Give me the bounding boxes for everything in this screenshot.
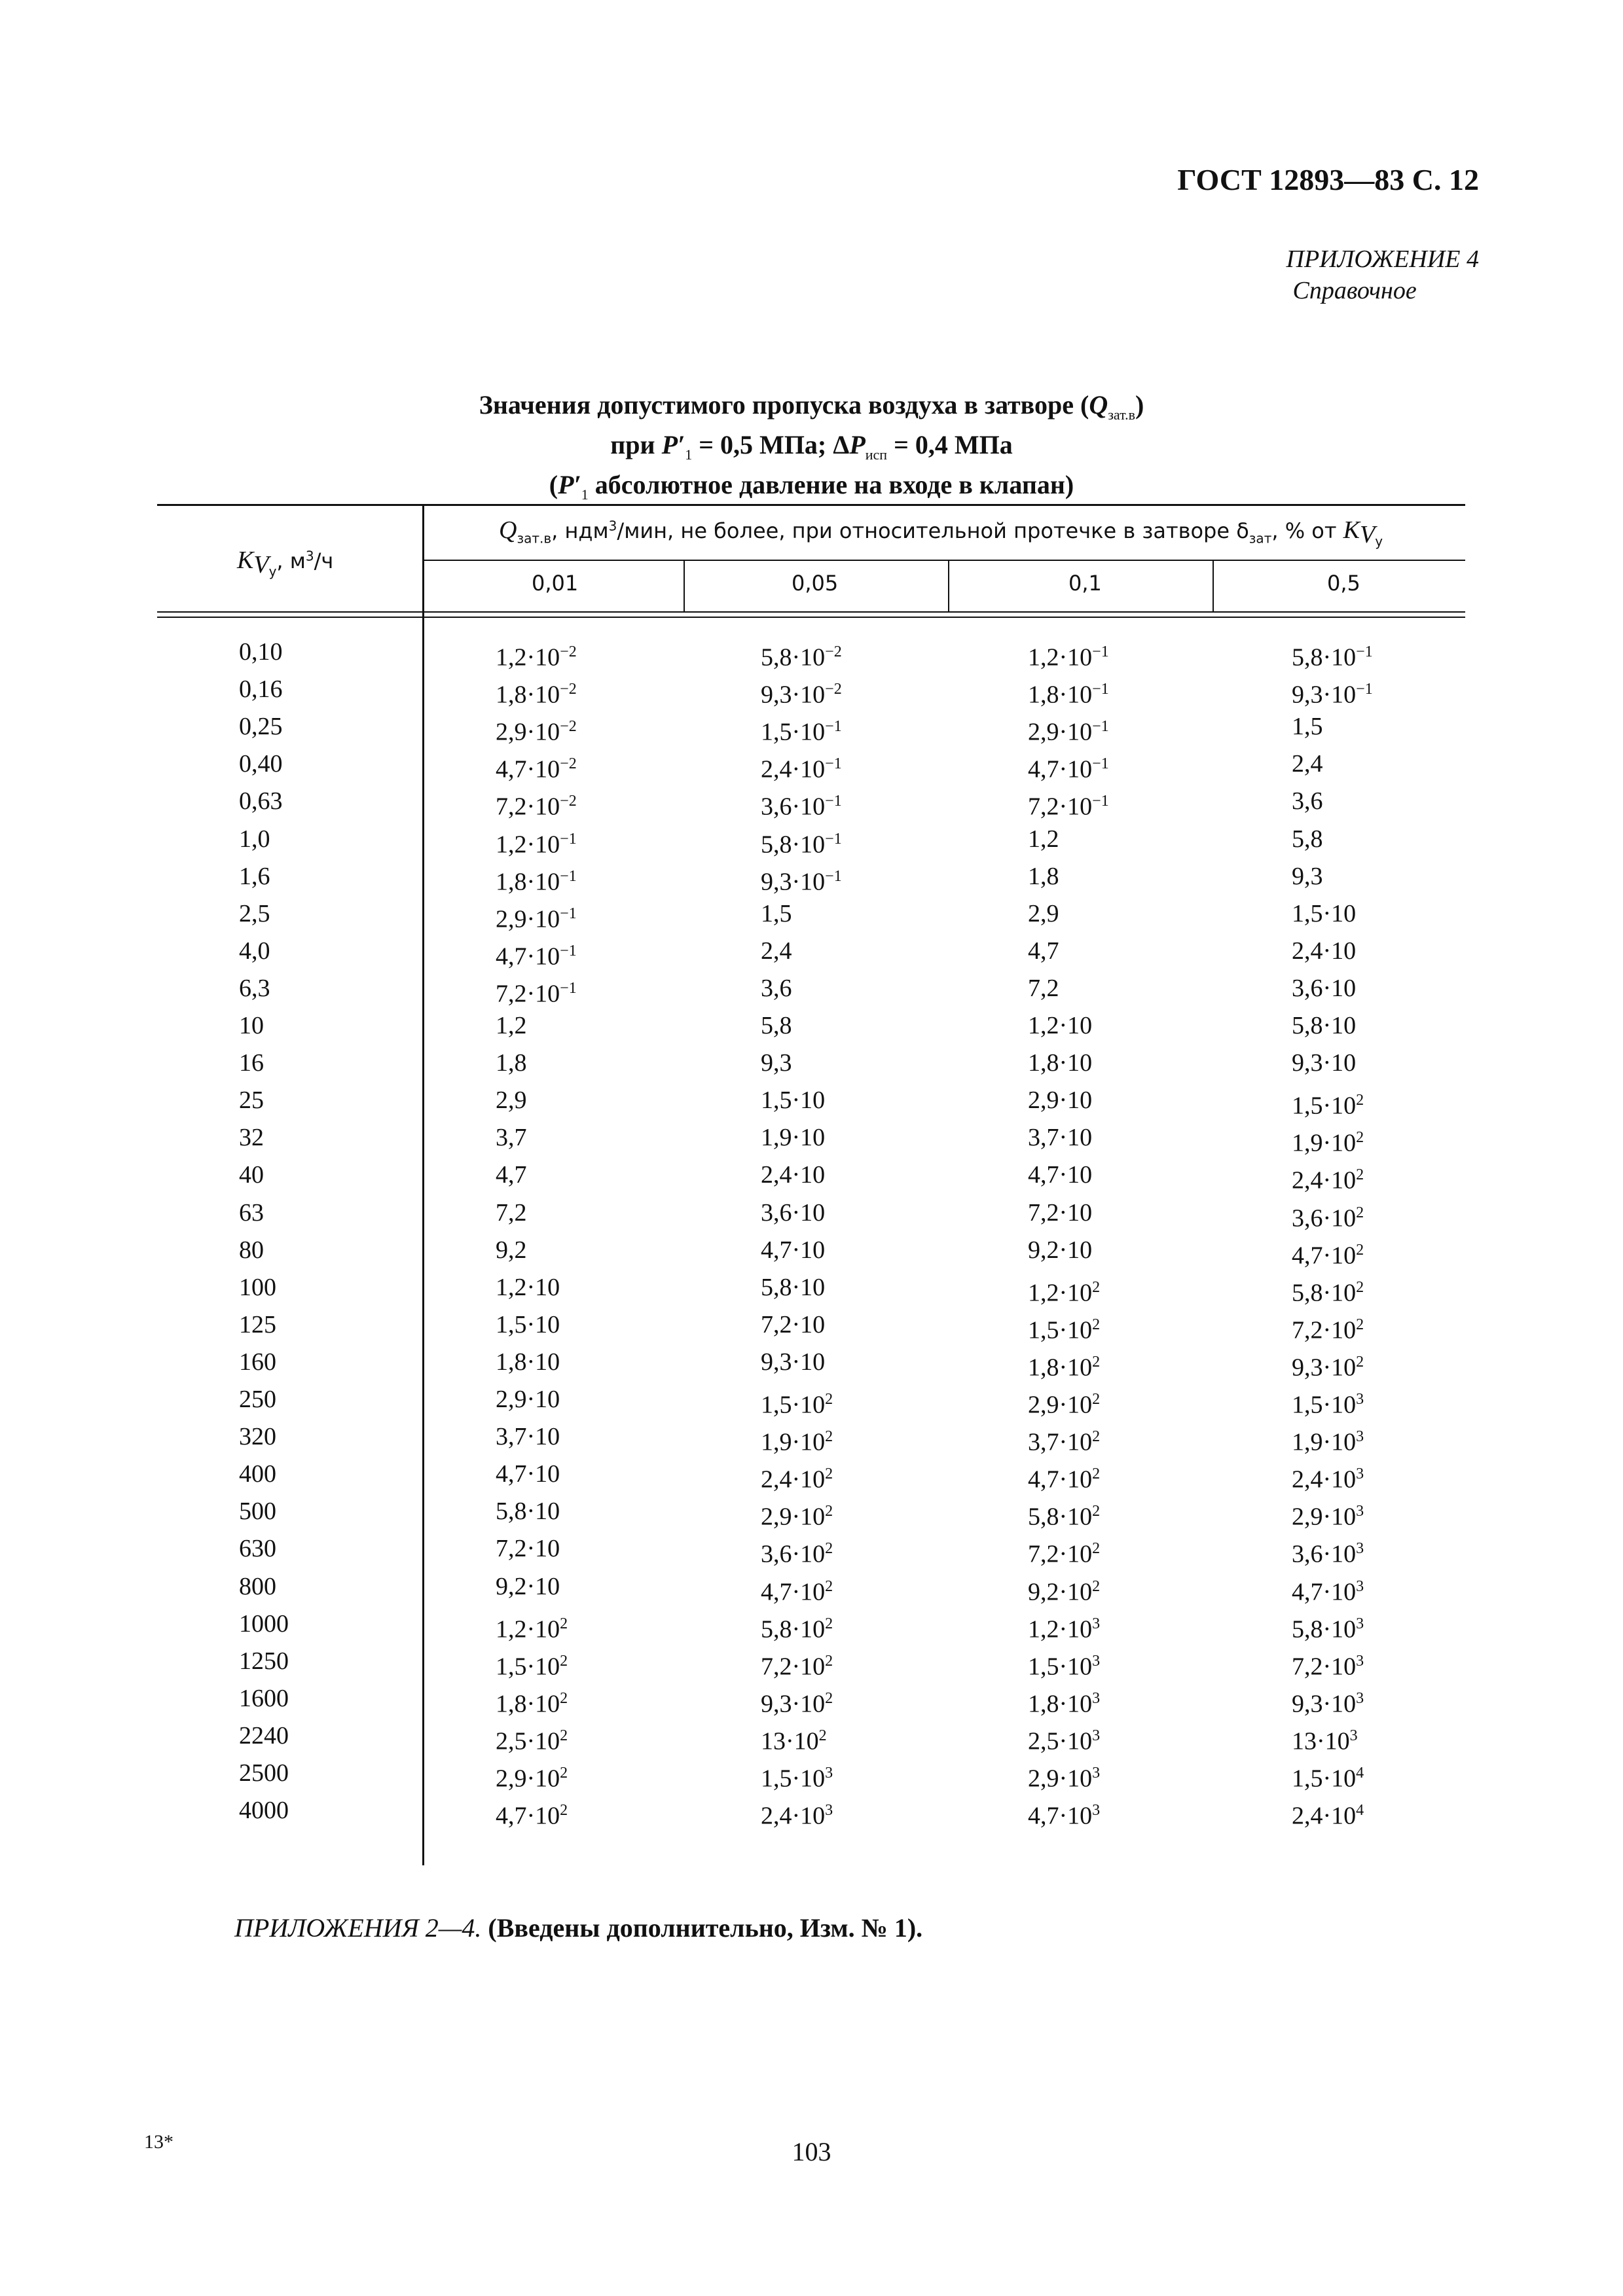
leakage-value-cell: $1,2\cdot 10^3$	[1028, 1615, 1101, 1643]
leakage-value-cell: $5,8\cdot 10^2$	[1028, 1503, 1101, 1531]
kv-value-cell: 1600	[239, 1684, 289, 1712]
leakage-value-cell: 3,7·10	[1028, 1124, 1093, 1152]
leakage-value-cell: $1,5\cdot 10^2$	[1292, 1092, 1364, 1120]
leakage-value-cell: $2,4\cdot 10^2$	[1292, 1166, 1364, 1195]
leakage-value-cell: $7,2\cdot 10^2$	[761, 1652, 833, 1681]
leakage-value-cell: $2,9\cdot 10^3$	[1292, 1503, 1364, 1531]
leakage-value-cell: $1,9\cdot 10^3$	[1292, 1428, 1364, 1456]
percent-header-0-5: 0,5	[1327, 571, 1360, 596]
kv-value-cell: 0,25	[239, 713, 283, 741]
kv-value-cell: 4000	[239, 1797, 289, 1825]
table-row	[157, 708, 1465, 745]
kv-value-cell: 0,63	[239, 787, 283, 816]
header-bottom-rule-1	[157, 611, 1465, 613]
leakage-value-cell: 7,2·10	[496, 1535, 560, 1563]
table-row	[157, 783, 1465, 820]
table-row	[157, 671, 1465, 708]
table-row	[157, 1568, 1465, 1605]
leakage-value-cell: 4,7	[496, 1161, 527, 1189]
leakage-value-cell: $13\cdot 10^3$	[1292, 1727, 1358, 1755]
kv-value-cell: 63	[239, 1198, 264, 1227]
leakage-value-cell: 4,7	[1028, 937, 1059, 965]
leakage-value-cell: $5,8\cdot 10^2$	[761, 1615, 833, 1643]
leakage-value-cell: 3,7	[496, 1124, 527, 1152]
leakage-value-cell: $3,6\cdot 10^2$	[1292, 1204, 1364, 1232]
leakage-value-cell: 2,4·10	[761, 1161, 826, 1189]
table-row	[157, 1381, 1465, 1418]
leakage-value-cell: 1,5·10	[496, 1310, 560, 1338]
table-title	[0, 390, 1623, 510]
group-header-rule	[422, 560, 1465, 561]
leakage-value-cell: $5,8\cdot 10^2$	[1292, 1278, 1364, 1307]
leakage-value-cell: 1,2	[1028, 825, 1059, 853]
leakage-value-cell: $5,8\cdot 10^{-2}$	[761, 643, 842, 672]
table-row	[157, 1119, 1465, 1157]
kv-value-cell: 2240	[239, 1721, 289, 1749]
leakage-value-cell: 4,7·10	[496, 1460, 560, 1488]
kv-value-cell: 630	[239, 1535, 276, 1563]
leakage-value-cell: 3,6·10	[1292, 974, 1357, 1002]
leakage-value-cell: $1,5\cdot 10^2$	[761, 1391, 833, 1419]
table-row	[157, 1755, 1465, 1792]
leakage-value-cell: 1,5·10	[761, 1086, 826, 1115]
leakage-value-cell: $4,7\cdot 10^3$	[1292, 1577, 1364, 1606]
leakage-value-cell: $4,7\cdot 10^2$	[761, 1577, 833, 1606]
leakage-value-cell: $4,7\cdot 10^{-1}$	[1028, 755, 1109, 783]
table-row	[157, 1157, 1465, 1194]
kv-value-cell: 1,0	[239, 825, 270, 853]
leakage-value-cell: $1,5\cdot 10^3$	[761, 1765, 833, 1793]
kv-value-cell: 6,3	[239, 974, 270, 1002]
leakage-value-cell: $7,2\cdot 10^{-1}$	[1028, 793, 1109, 821]
kv-value-cell: 250	[239, 1386, 276, 1413]
table-row	[157, 1456, 1465, 1493]
leakage-value-cell: $1,2\cdot 10^{-1}$	[1028, 643, 1109, 672]
leakage-value-cell: $2,9\cdot 10^{-1}$	[1028, 718, 1109, 746]
leakage-value-cell: $1,8\cdot 10^2$	[1028, 1353, 1101, 1382]
leakage-value-cell: 9,2	[496, 1236, 527, 1264]
percent-header-0-05: 0,05	[792, 571, 839, 596]
kv-value-cell: 125	[239, 1310, 276, 1338]
leakage-value-cell: $3,6\cdot 10^2$	[761, 1540, 833, 1569]
sheet-mark: 13*	[144, 2131, 173, 2153]
table-row	[157, 1232, 1465, 1269]
leakage-value-cell: $9,3\cdot 10^3$	[1292, 1689, 1364, 1718]
leakage-value-cell: $1,9\cdot 10^2$	[1292, 1129, 1364, 1157]
column-divider-2	[684, 560, 685, 612]
amendment-note: ПРИЛОЖЕНИЯ 2—4. (Введены дополнительно, Изм. № 1).	[234, 1913, 923, 1943]
table-row	[157, 933, 1465, 970]
leakage-value-cell: $4,7\cdot 10^3$	[1028, 1802, 1101, 1830]
kv-value-cell: 10	[239, 1012, 264, 1039]
leakage-value-cell: 4,7·10	[761, 1236, 826, 1264]
leakage-value-cell: 1,5	[761, 899, 792, 927]
leakage-group-header: $Q_{зат.в}$, ндм$^3$/мин, не более, при относительной протечке в затворе $\delta_{зат}$, % от $K_{V_у}$	[499, 516, 1383, 550]
title-line-3: ($P'_1$ абсолютное давление на входе в клапан)	[549, 470, 1074, 503]
leakage-value-cell: $13\cdot 10^2$	[761, 1727, 827, 1755]
leakage-value-cell: $2,9\cdot 10^2$	[761, 1503, 833, 1531]
leakage-value-cell: 7,2	[496, 1198, 527, 1227]
kv-value-cell: 1000	[239, 1609, 289, 1638]
leakage-value-cell: $9,3\cdot 10^{-1}$	[761, 867, 842, 896]
leakage-value-cell: 2,9	[496, 1086, 527, 1115]
kv-value-cell: 400	[239, 1460, 276, 1488]
leakage-value-cell: 5,8·10	[1292, 1012, 1357, 1039]
table-row	[157, 1680, 1465, 1717]
percent-header-0-1: 0,1	[1068, 571, 1102, 596]
leakage-value-cell: 9,3·10	[761, 1348, 826, 1376]
leakage-value-cell: $2,9\cdot 10^3$	[1028, 1765, 1101, 1793]
table-row	[157, 1269, 1465, 1306]
kv-value-cell: 500	[239, 1498, 276, 1526]
leakage-value-cell: $1,5\cdot 10^4$	[1292, 1765, 1364, 1793]
leakage-value-cell: $1,8\cdot 10^{-2}$	[496, 681, 577, 709]
leakage-value-cell: $1,8\cdot 10^2$	[496, 1689, 568, 1718]
leakage-value-cell: $2,9\cdot 10^{-2}$	[496, 718, 577, 746]
table-row	[157, 821, 1465, 858]
appendix-type: Справочное	[1292, 277, 1417, 304]
leakage-value-cell: $7,2\cdot 10^2$	[1028, 1540, 1101, 1569]
percent-header-0-01: 0,01	[532, 571, 579, 596]
leakage-value-cell: $9,3\cdot 10^2$	[1292, 1353, 1364, 1382]
leakage-value-cell: 9,3	[1292, 862, 1323, 890]
kv-value-cell: 800	[239, 1572, 276, 1600]
kv-value-cell: 2,5	[239, 899, 270, 927]
leakage-table	[157, 504, 1465, 1865]
document-reference: ГОСТ 12893—83 С. 12	[1177, 163, 1479, 196]
leakage-value-cell: 2,4	[1292, 750, 1323, 778]
leakage-value-cell: 1,8	[496, 1049, 527, 1077]
table-row	[157, 1605, 1465, 1643]
title-line-1: Значения допустимого пропуска воздуха в затворе $(Q_{зат.в})$	[479, 390, 1144, 423]
kv-column-header: $K_{V_у}$, $м^3/ч$	[237, 547, 334, 580]
leakage-value-cell: 9,2·10	[496, 1572, 560, 1600]
appendix-label-block	[1286, 243, 1479, 306]
table-row	[157, 1493, 1465, 1530]
leakage-value-cell: 1,2·10	[496, 1273, 560, 1301]
leakage-value-cell: $2,4\cdot 10^3$	[761, 1802, 833, 1830]
kv-value-cell: 160	[239, 1348, 276, 1376]
leakage-value-cell: 2,9·10	[1028, 1086, 1093, 1115]
leakage-value-cell: $1,8\cdot 10^{-1}$	[1028, 681, 1109, 709]
leakage-value-cell: 1,2	[496, 1012, 527, 1039]
leakage-value-cell: $2,4\cdot 10^4$	[1292, 1802, 1364, 1830]
table-row	[157, 1344, 1465, 1381]
leakage-value-cell: $9,3\cdot 10^{-1}$	[1292, 681, 1373, 709]
leakage-value-cell: 9,3·10	[1292, 1049, 1357, 1077]
leakage-value-cell: $9,3\cdot 10^2$	[761, 1689, 833, 1718]
kv-value-cell: 0,10	[239, 638, 283, 666]
kv-value-cell: 16	[239, 1049, 264, 1077]
leakage-value-cell: $2,5\cdot 10^2$	[496, 1727, 568, 1755]
leakage-value-cell: $7,2\cdot 10^{-2}$	[496, 793, 577, 821]
leakage-value-cell: $5,8\cdot 10^{-1}$	[761, 830, 842, 859]
table-row	[157, 895, 1465, 933]
leakage-value-cell: 3,6	[1292, 787, 1323, 816]
leakage-value-cell: $2,9\cdot 10^2$	[1028, 1391, 1101, 1419]
kv-value-cell: 2500	[239, 1759, 289, 1787]
leakage-value-cell: 5,8·10	[761, 1273, 826, 1301]
kv-value-cell: 0,40	[239, 750, 283, 778]
leakage-value-cell: $4,7\cdot 10^{-1}$	[496, 942, 577, 971]
table-row	[157, 1194, 1465, 1232]
leakage-value-cell: 1,8	[1028, 862, 1059, 890]
table-row	[157, 1717, 1465, 1755]
leakage-value-cell: 7,2·10	[1028, 1198, 1093, 1227]
leakage-value-cell: $1,2\cdot 10^{-2}$	[496, 643, 577, 672]
leakage-value-cell: 3,6·10	[761, 1198, 826, 1227]
leakage-value-cell: $3,6\cdot 10^3$	[1292, 1540, 1364, 1569]
leakage-value-cell: $1,5\cdot 10^{-1}$	[761, 718, 842, 746]
leakage-value-cell: 1,8·10	[496, 1348, 560, 1376]
leakage-value-cell: $4,7\cdot 10^2$	[1292, 1241, 1364, 1270]
leakage-value-cell: $1,2\cdot 10^2$	[1028, 1278, 1101, 1307]
leakage-value-cell: 2,9·10	[496, 1386, 560, 1413]
table-row	[157, 1306, 1465, 1344]
leakage-value-cell: $1,5\cdot 10^3$	[1028, 1652, 1101, 1681]
leakage-value-cell: 1,5	[1292, 713, 1323, 741]
appendix-label: ПРИЛОЖЕНИЕ 4	[1286, 245, 1479, 273]
kv-value-cell: 100	[239, 1273, 276, 1301]
page-number: 103	[792, 2137, 831, 2166]
column-divider-4	[1213, 560, 1214, 612]
leakage-value-cell: 7,2·10	[761, 1310, 826, 1338]
header-bottom-rule-2	[157, 617, 1465, 618]
leakage-value-cell: 1,2·10	[1028, 1012, 1093, 1039]
leakage-value-cell: 5,8	[761, 1012, 792, 1039]
leakage-value-cell: 2,4	[761, 937, 792, 965]
leakage-value-cell: $3,6\cdot 10^{-1}$	[761, 793, 842, 821]
leakage-value-cell: $2,9\cdot 10^{-1}$	[496, 905, 577, 933]
table-row	[157, 858, 1465, 895]
leakage-value-cell: 2,9	[1028, 899, 1059, 927]
leakage-value-cell: $7,2\cdot 10^3$	[1292, 1652, 1364, 1681]
leakage-value-cell: 1,5·10	[1292, 899, 1357, 927]
leakage-value-cell: 3,6	[761, 974, 792, 1002]
table-top-rule	[157, 504, 1465, 506]
table-row	[157, 1007, 1465, 1045]
kv-value-cell: 0,16	[239, 675, 283, 704]
kv-value-cell: 320	[239, 1423, 276, 1451]
kv-value-cell: 32	[239, 1124, 264, 1152]
leakage-value-cell: 9,3	[761, 1049, 792, 1077]
leakage-value-cell: $4,7\cdot 10^2$	[1028, 1465, 1101, 1494]
leakage-value-cell: 2,4·10	[1292, 937, 1357, 965]
title-line-2: при $P'_1 = 0,5$ МПа; $\Delta P_{исп} = 0,4$ МПа	[610, 430, 1013, 463]
table-row	[157, 1045, 1465, 1082]
leakage-value-cell: $2,4\cdot 10^{-1}$	[761, 755, 842, 783]
leakage-value-cell: $1,8\cdot 10^{-1}$	[496, 867, 577, 896]
leakage-value-cell: $9,2\cdot 10^2$	[1028, 1577, 1101, 1606]
leakage-value-cell: $1,5\cdot 10^2$	[1028, 1316, 1101, 1344]
leakage-value-cell: $4,7\cdot 10^2$	[496, 1802, 568, 1830]
leakage-value-cell: $5,8\cdot 10^3$	[1292, 1615, 1364, 1643]
leakage-value-cell: $5,8\cdot 10^{-1}$	[1292, 643, 1373, 672]
leakage-value-cell: $3,7\cdot 10^2$	[1028, 1428, 1101, 1456]
leakage-value-cell: 9,2·10	[1028, 1236, 1093, 1264]
kv-value-cell: 1,6	[239, 862, 270, 890]
leakage-value-cell: 3,7·10	[496, 1423, 560, 1451]
leakage-value-cell: $1,9\cdot 10^2$	[761, 1428, 833, 1456]
leakage-value-cell: $4,7\cdot 10^{-2}$	[496, 755, 577, 783]
table-row	[157, 1792, 1465, 1829]
leakage-value-cell: 5,8	[1292, 825, 1323, 853]
leakage-value-cell: $1,5\cdot 10^2$	[496, 1652, 568, 1681]
leakage-value-cell: $9,3\cdot 10^{-2}$	[761, 681, 842, 709]
leakage-value-cell: $1,5\cdot 10^3$	[1292, 1391, 1364, 1419]
column-divider-3	[948, 560, 949, 612]
table-row	[157, 970, 1465, 1007]
leakage-value-cell: $1,8\cdot 10^3$	[1028, 1689, 1101, 1718]
leakage-value-cell: $7,2\cdot 10^{-1}$	[496, 979, 577, 1008]
leakage-value-cell: 1,8·10	[1028, 1049, 1093, 1077]
leakage-value-cell: $2,4\cdot 10^3$	[1292, 1465, 1364, 1494]
kv-value-cell: 4,0	[239, 937, 270, 965]
table-row	[157, 1530, 1465, 1568]
table-row	[157, 1643, 1465, 1680]
leakage-value-cell: $1,2\cdot 10^{-1}$	[496, 830, 577, 859]
leakage-value-cell: 7,2	[1028, 974, 1059, 1002]
table-row	[157, 1418, 1465, 1456]
kv-value-cell: 80	[239, 1236, 264, 1264]
table-row	[157, 1082, 1465, 1119]
leakage-value-cell: 5,8·10	[496, 1498, 560, 1526]
leakage-value-cell: $7,2\cdot 10^2$	[1292, 1316, 1364, 1344]
leakage-value-cell: $2,5\cdot 10^3$	[1028, 1727, 1101, 1755]
kv-value-cell: 40	[239, 1161, 264, 1189]
kv-value-cell: 25	[239, 1086, 264, 1115]
leakage-value-cell: 1,9·10	[761, 1124, 826, 1152]
leakage-value-cell: $2,9\cdot 10^2$	[496, 1765, 568, 1793]
table-row	[157, 634, 1465, 671]
leakage-value-cell: 4,7·10	[1028, 1161, 1093, 1189]
leakage-value-cell: $1,2\cdot 10^2$	[496, 1615, 568, 1643]
table-row	[157, 745, 1465, 783]
kv-value-cell: 1250	[239, 1647, 289, 1675]
leakage-value-cell: $2,4\cdot 10^2$	[761, 1465, 833, 1494]
